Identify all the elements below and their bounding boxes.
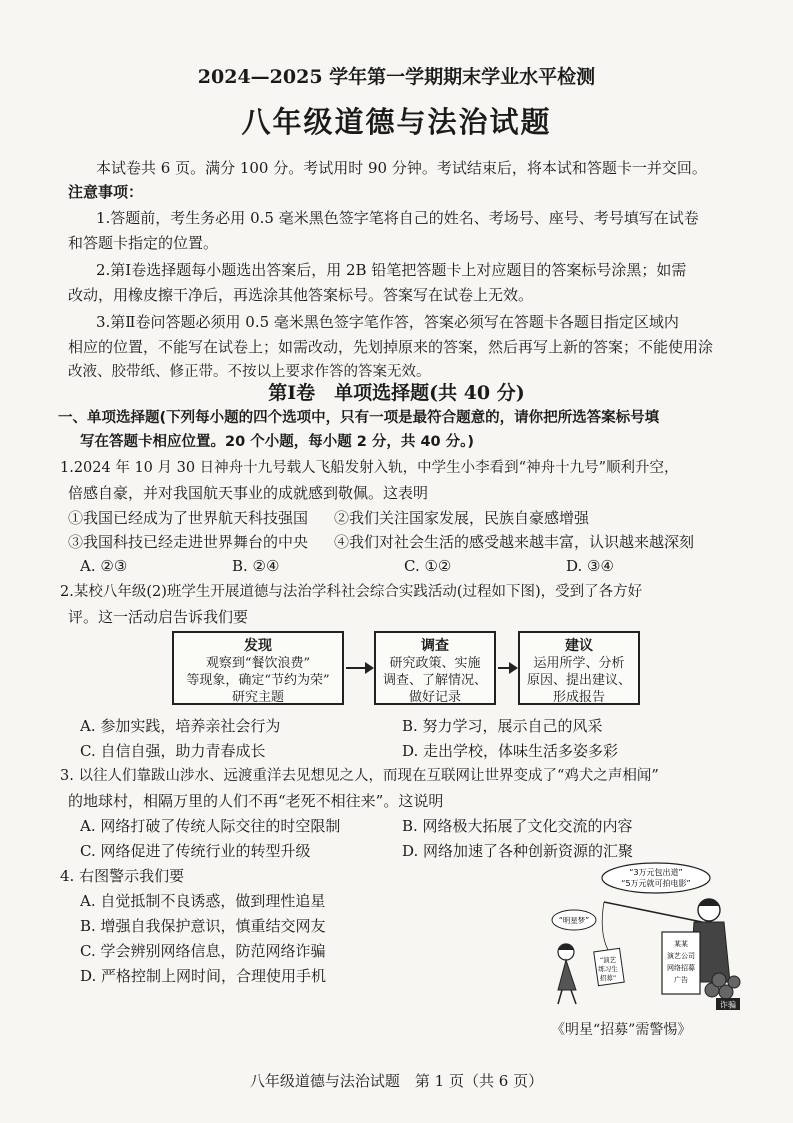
q1-stem: 1.2024 年 10 月 30 日神舟十九号载人飞船发射入轨，中学生小李看到“神舟十九号”顺利升空， — [60, 460, 679, 476]
q2-option-b: B. 努力学习，展示自己的风采 — [402, 717, 603, 735]
exam-header: 2024—2025 学年第一学期期末学业水平检测 — [197, 66, 596, 88]
flow-box-text: 观察到“餐饮浪费” — [205, 656, 311, 671]
notes-heading: 注意事项： — [68, 183, 144, 201]
tag-text: 诈骗 — [720, 1000, 736, 1010]
section-instruction: 写在答题卡相应位置。20 个小题，每小题 2 分，共 40 分。) — [80, 434, 475, 450]
flow-box-text: 研究主题 — [231, 690, 284, 705]
girl-body — [558, 960, 576, 990]
note-line: 3.第Ⅱ卷问答题必须用 0.5 毫米黑色签字笔作答，答案必须写在答题卡各题目指定区域内 — [96, 313, 679, 331]
q3-stem: 的地球村，相隔万里的人们不再“老死不相往来”。这说明 — [68, 792, 444, 810]
note-line: 和答题卡指定的位置。 — [68, 234, 219, 252]
flow-box-text: 研究政策、实施 — [389, 656, 481, 671]
q1-statement: ②我们关注国家发展，民族自豪感增强 — [334, 509, 590, 527]
flow-box-title: 建议 — [565, 638, 593, 654]
note-line: 改液、胶带纸、修正带。不按以上要求作答的答案无效。 — [68, 364, 431, 380]
note-line: 相应的位置，不能写在试卷上；如需改动，先划掉原来的答案，然后再写上新的答案；不能使用涂 — [68, 338, 714, 356]
bubble-text: “3万元包出道” — [629, 868, 683, 877]
q3-option-b: B. 网络极大拓展了文化交流的内容 — [402, 817, 633, 835]
cartoon-illustration — [544, 862, 744, 1014]
q3-stem: 3. 以往人们靠跋山涉水、远渡重洋去见想见之人，而现在互联网让世界变成了“鸡犬之声相闻” — [60, 768, 659, 784]
girl-hair — [558, 944, 574, 950]
flow-box-title: 发现 — [244, 638, 272, 654]
q1-statement: ①我国已经成为了世界航天科技强国 — [68, 509, 309, 527]
note-line: 改动，用橡皮擦干净后，再选涂其他答案标号。答案写在试卷上无效。 — [68, 286, 534, 304]
cartoon-caption: 《明星“招募”需警惕》 — [551, 1022, 692, 1038]
flow-box-text: 等现象，确定“节约为荣” — [186, 673, 330, 688]
q1-statement: ④我们对社会生活的感受越来越丰富，认识越来越深刻 — [334, 533, 695, 551]
conman-hair — [698, 899, 720, 906]
board-text: 演艺公司 — [667, 952, 695, 960]
flow-box-suggest — [518, 631, 640, 705]
q2-option-a: A. 参加实践，培养亲社会行为 — [80, 717, 281, 735]
flow-box-title: 调查 — [421, 638, 449, 654]
q3-option-c: C. 网络促进了传统行业的转型升级 — [80, 842, 311, 860]
flow-box-investigate — [374, 631, 496, 705]
flow-box-discover — [172, 631, 344, 705]
bubble-text: “5万元就可拍电影” — [621, 879, 691, 888]
q2-option-d: D. 走出学校，体味生活多姿多彩 — [402, 742, 619, 760]
board-text: 某某 — [674, 940, 688, 948]
fishing-line — [602, 902, 608, 950]
q1-stem: 倍感自豪，并对我国航天事业的成就感到敬佩。这表明 — [68, 484, 429, 502]
paper-text: “演艺 — [599, 956, 617, 964]
flow-box-text: 调查、了解情况、 — [382, 673, 487, 688]
fishing-rod — [604, 902, 702, 922]
q1-option-a: A. ②③ — [80, 557, 128, 575]
dream-text: “明星梦” — [558, 916, 590, 925]
q4-option-c: C. 学会辨别网络信息，防范网络诈骗 — [80, 942, 326, 960]
flow-box-text: 做好记录 — [408, 690, 461, 705]
q1-option-c: C. ①② — [404, 557, 452, 575]
q1-option-b: B. ②④ — [232, 557, 280, 575]
flow-arrow — [498, 667, 516, 669]
intro-text: 本试卷共 6 页。满分 100 分。考试用时 90 分钟。考试结束后，将本试和答题卡一并交回。 — [96, 159, 707, 177]
paper-text: 招募” — [599, 974, 617, 982]
q4-option-a: A. 自觉抵制不良诱惑，做到理性追星 — [80, 892, 326, 910]
page-footer: 八年级道德与法治试题 第 1 页（共 6 页） — [249, 1072, 544, 1090]
flow-box-text: 形成报告 — [552, 690, 605, 705]
q1-statement: ③我国科技已经走进世界舞台的中央 — [68, 533, 309, 551]
board-text: 网络招募 — [667, 964, 695, 972]
q2-stem: 2.某校八年级(2)班学生开展道德与法治学科社会综合实践活动(过程如下图)，受到了各方好 — [60, 584, 643, 600]
board-text: 广告 — [674, 976, 688, 984]
section-title: 第Ⅰ卷 单项选择题(共 40 分) — [268, 382, 525, 404]
paper-text: 练习生 — [598, 965, 618, 973]
note-line: 1.答题前，考生务必用 0.5 毫米黑色签字笔将自己的姓名、考场号、座号、考号填写在试卷 — [96, 209, 699, 227]
q3-option-a: A. 网络打破了传统人际交往的时空限制 — [80, 817, 341, 835]
q2-option-c: C. 自信自强，助力青春成长 — [80, 742, 266, 760]
flow-arrow — [346, 667, 372, 669]
flow-box-text: 运用所学、分析 — [533, 656, 625, 671]
q2-stem: 评。这一活动启告诉我们要 — [68, 608, 249, 626]
flow-box-text: 原因、提出建议、 — [526, 673, 631, 688]
q1-option-d: D. ③④ — [566, 557, 614, 575]
q3-option-d: D. 网络加速了各种创新资源的汇聚 — [402, 842, 634, 860]
section-instruction: 一、单项选择题(下列每小题的四个选项中，只有一项是最符合题意的，请你把所选答案标号填 — [58, 410, 660, 426]
q4-stem: 4. 右图警示我们要 — [60, 867, 185, 885]
q4-option-b: B. 增强自我保护意识，慎重结交网友 — [80, 917, 326, 935]
subject-title: 八年级道德与法治试题 — [241, 105, 552, 139]
q4-option-d: D. 严格控制上网时间，合理使用手机 — [80, 967, 327, 985]
note-line: 2.第Ⅰ卷选择题每小题选出答案后，用 2B 铅笔把答题卡上对应题目的答案标号涂黑；如需 — [96, 261, 687, 279]
